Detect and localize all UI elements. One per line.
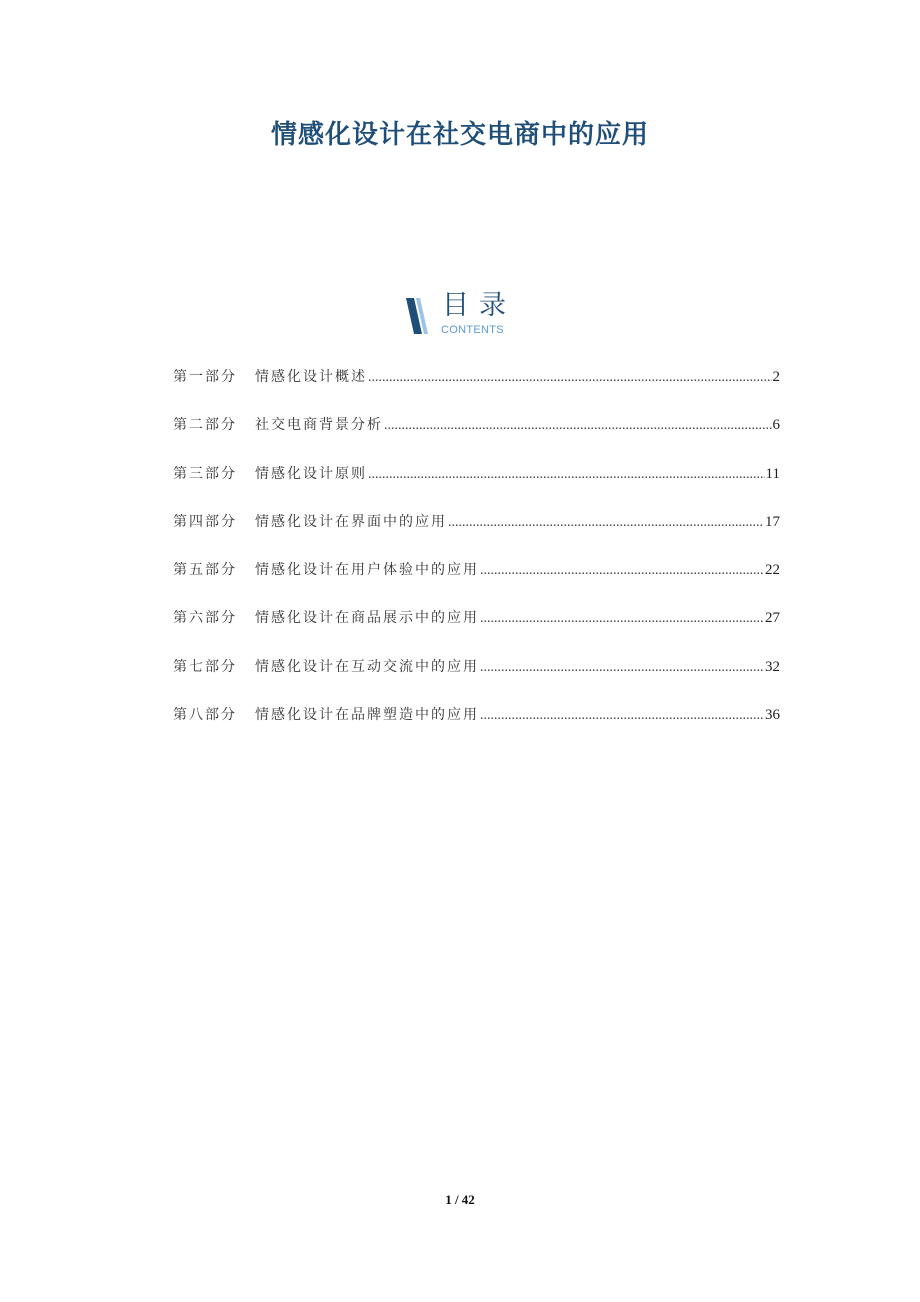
page-indicator: 1 / 42 bbox=[445, 1192, 475, 1207]
toc-dot-leader bbox=[448, 511, 764, 535]
toc-entry-part: 第七部分 bbox=[173, 658, 237, 675]
toc-entry-part: 第五部分 bbox=[173, 562, 237, 579]
toc-entry-page: 36 bbox=[765, 707, 780, 724]
toc-entry-2[interactable] bbox=[173, 413, 780, 461]
toc-logo-icon bbox=[404, 296, 432, 336]
toc-entry-page: 2 bbox=[772, 369, 780, 385]
toc-entry-part: 第六部分 bbox=[173, 610, 237, 627]
toc-dot-leader bbox=[480, 559, 764, 583]
toc-entry-1[interactable] bbox=[173, 365, 780, 413]
toc-dot-leader bbox=[480, 704, 764, 728]
toc-entry-label: 情感化设计原则 bbox=[255, 465, 367, 482]
toc-dot-leader bbox=[480, 607, 764, 631]
toc-heading: 目录 bbox=[442, 290, 516, 321]
toc-entry-8[interactable] bbox=[173, 703, 780, 751]
toc-entry-label: 情感化设计概述 bbox=[255, 369, 367, 385]
toc-dot-leader bbox=[384, 414, 772, 438]
toc-entry-part: 第四部分 bbox=[173, 513, 237, 530]
toc-dot-leader bbox=[368, 463, 765, 487]
toc-entry-6[interactable] bbox=[173, 606, 780, 654]
document-title: 情感化设计在社交电商中的应用 bbox=[270, 120, 649, 150]
toc-entry-part: 第八部分 bbox=[173, 707, 237, 724]
toc-list bbox=[173, 365, 780, 751]
toc-entry-label: 情感化设计在互动交流中的应用 bbox=[255, 658, 479, 675]
toc-entry-part: 第二部分 bbox=[173, 417, 237, 434]
toc-header bbox=[404, 292, 524, 340]
toc-entry-page: 6 bbox=[772, 417, 780, 434]
toc-entry-4[interactable] bbox=[173, 510, 780, 558]
toc-entry-page: 22 bbox=[765, 562, 780, 579]
toc-entry-part: 第三部分 bbox=[173, 465, 237, 482]
toc-entry-label: 社交电商背景分析 bbox=[255, 417, 383, 434]
toc-entry-label: 情感化设计在用户体验中的应用 bbox=[255, 562, 479, 579]
toc-entry-page: 11 bbox=[765, 465, 780, 482]
toc-dot-leader bbox=[480, 656, 764, 680]
toc-entry-label: 情感化设计在商品展示中的应用 bbox=[255, 610, 479, 627]
toc-entry-label: 情感化设计在品牌塑造中的应用 bbox=[255, 707, 479, 724]
toc-entry-label: 情感化设计在界面中的应用 bbox=[255, 513, 447, 530]
toc-dot-leader bbox=[368, 366, 772, 390]
toc-entry-page: 32 bbox=[765, 658, 780, 675]
toc-subheading: CONTENTS bbox=[441, 324, 504, 336]
toc-entry-7[interactable] bbox=[173, 655, 780, 703]
toc-entry-page: 27 bbox=[765, 610, 780, 627]
toc-entry-part: 第一部分 bbox=[173, 369, 237, 385]
toc-entry-page: 17 bbox=[765, 513, 780, 530]
toc-entry-5[interactable] bbox=[173, 558, 780, 606]
toc-entry-3[interactable] bbox=[173, 462, 780, 510]
